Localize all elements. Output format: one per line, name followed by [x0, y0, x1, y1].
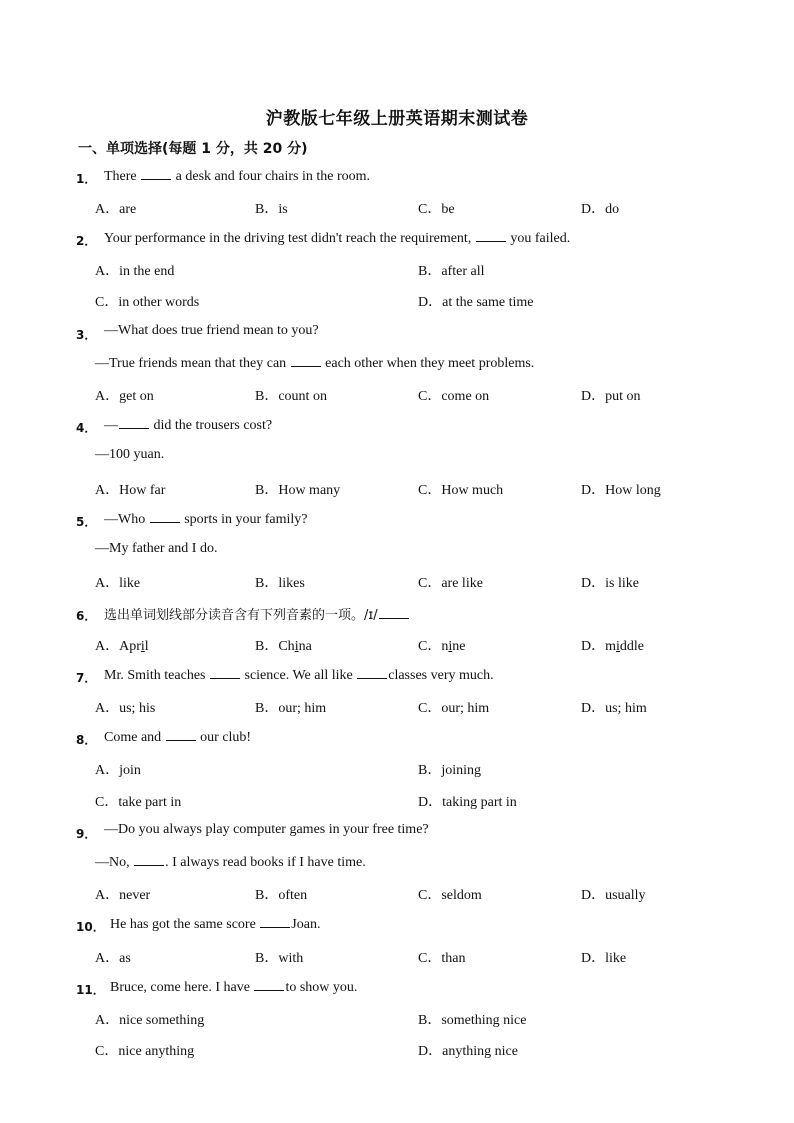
- option-a: A．in the end: [95, 264, 175, 279]
- answer-blank: [166, 728, 196, 741]
- option-b: B．likes: [255, 576, 305, 591]
- answer-blank: [134, 853, 164, 866]
- option-d: D．put on: [581, 389, 641, 404]
- question-stem: 选出单词划线部分读音含有下列音素的一项。/ɪ/: [104, 604, 410, 623]
- answer-blank: [357, 666, 387, 679]
- option-d: D．us; him: [581, 701, 647, 716]
- option-d: D．do: [581, 202, 620, 217]
- answer-blank: [141, 167, 171, 180]
- answer-blank: [150, 510, 180, 523]
- option-b: B．our; him: [255, 701, 327, 716]
- underlined-letter: i: [294, 639, 299, 654]
- option-b: B．something nice: [418, 1013, 527, 1028]
- section-heading: 一、单项选择(每题 1 分，共 20 分): [78, 141, 308, 157]
- underlined-letter: i: [140, 639, 145, 654]
- question-reply: —No, . I always read books if I have time.: [95, 855, 366, 870]
- option-b: B．count on: [255, 389, 327, 404]
- question-reply: —100 yuan.: [95, 447, 165, 462]
- option-d: D．at the same time: [418, 295, 534, 310]
- option-c: C．are like: [418, 576, 483, 591]
- option-b: B．with: [255, 951, 304, 966]
- option-a: A．get on: [95, 389, 154, 404]
- question-stem: Come and our club!: [104, 730, 252, 745]
- option-b: B．after all: [418, 264, 485, 279]
- question-stem: — did the trousers cost?: [104, 418, 273, 433]
- question-stem: Your performance in the driving test didn't reach the requirement, you failed.: [104, 231, 571, 246]
- option-d: D．like: [581, 951, 627, 966]
- option-a: A．April: [95, 639, 149, 654]
- question-stem: Bruce, come here. I have to show you.: [110, 980, 358, 995]
- question-number: 3．: [76, 328, 97, 342]
- question-reply: —True friends mean that they can each other when they meet problems.: [95, 356, 535, 371]
- option-d: D．How long: [581, 483, 661, 498]
- option-b: B．How many: [255, 483, 341, 498]
- underlined-letter: i: [616, 639, 620, 654]
- question-stem: —What does true friend mean to you?: [104, 323, 319, 338]
- option-c: C．come on: [418, 389, 490, 404]
- option-c: C．our; him: [418, 701, 490, 716]
- option-b: B．is: [255, 202, 288, 217]
- option-a: A．join: [95, 763, 141, 778]
- question-number: 1．: [76, 172, 97, 186]
- option-a: A．as: [95, 951, 131, 966]
- option-c: C．take part in: [95, 795, 182, 810]
- answer-blank: [260, 915, 290, 928]
- option-b: B．often: [255, 888, 308, 903]
- option-c: C．nine: [418, 639, 466, 654]
- option-b: B．joining: [418, 763, 482, 778]
- question-number: 10．: [76, 920, 105, 934]
- answer-blank: [119, 416, 149, 429]
- question-stem: —Who sports in your family?: [104, 512, 308, 527]
- option-c: C．than: [418, 951, 466, 966]
- question-stem: There a desk and four chairs in the room.: [104, 169, 371, 184]
- question-stem: He has got the same score Joan.: [110, 917, 321, 932]
- answer-blank: [476, 229, 506, 242]
- option-a: A．How far: [95, 483, 166, 498]
- answer-blank: [379, 606, 409, 619]
- option-c: C．be: [418, 202, 455, 217]
- option-c: C．How much: [418, 483, 504, 498]
- question-stem: —Do you always play computer games in your free time?: [104, 822, 429, 837]
- question-number: 7．: [76, 671, 97, 685]
- option-d: D．is like: [581, 576, 639, 591]
- question-number: 6．: [76, 609, 97, 623]
- option-d: D．usually: [581, 888, 646, 903]
- option-d: D．middle: [581, 639, 644, 654]
- option-c: C．in other words: [95, 295, 200, 310]
- question-number: 9．: [76, 827, 97, 841]
- page-title: 沪教版七年级上册英语期末测试卷: [265, 109, 529, 129]
- option-c: C．seldom: [418, 888, 482, 903]
- question-stem: Mr. Smith teaches science. We all like classes very much.: [104, 668, 494, 683]
- option-a: A．never: [95, 888, 151, 903]
- option-b: B．China: [255, 639, 312, 654]
- option-d: D．anything nice: [418, 1044, 518, 1059]
- question-number: 4．: [76, 421, 97, 435]
- underlined-letter: i: [448, 639, 453, 654]
- question-number: 8．: [76, 733, 97, 747]
- answer-blank: [210, 666, 240, 679]
- option-c: C．nice anything: [95, 1044, 195, 1059]
- option-d: D．taking part in: [418, 795, 517, 810]
- question-number: 11．: [76, 983, 105, 997]
- question-number: 5．: [76, 515, 97, 529]
- question-reply: —My father and I do.: [95, 541, 218, 556]
- option-a: A．nice something: [95, 1013, 205, 1028]
- option-a: A．are: [95, 202, 137, 217]
- option-a: A．like: [95, 576, 141, 591]
- answer-blank: [291, 354, 321, 367]
- answer-blank: [254, 978, 284, 991]
- question-number: 2．: [76, 234, 97, 248]
- option-a: A．us; his: [95, 701, 156, 716]
